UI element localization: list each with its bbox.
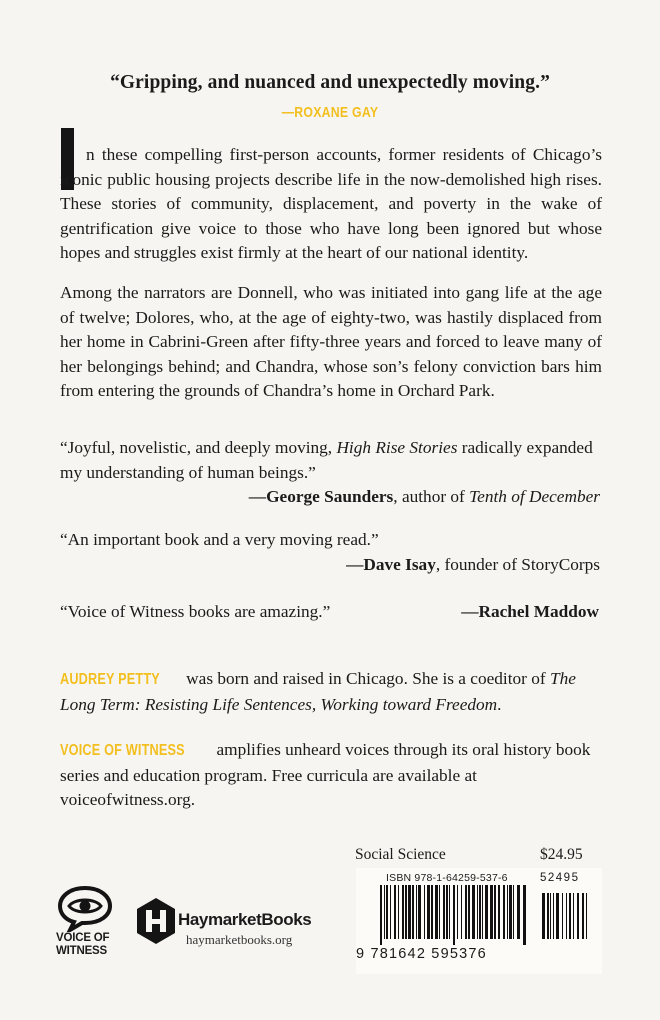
book-price: $24.95: [540, 846, 583, 863]
barcode-digits: 9 781642 595376: [356, 946, 487, 962]
barcode-bar: [482, 885, 483, 939]
description-paragraph-1: n these compelling first-person accounts, former residents of Chicago’s iconic public housing projects describe life in the now-demolished high rises. These stories of community, displacement, and poverty in the wake of gentrification give voice to those who have long been ignored but whose hopes and struggles exist firmly at the heart of our national identity.: [60, 145, 602, 262]
barcode-bar: [384, 885, 385, 939]
book-category: Social Science: [355, 846, 446, 863]
barcode-bar: [405, 885, 407, 939]
barcode-bar: [446, 885, 448, 939]
barcode-bar: [503, 885, 505, 939]
blurb-maddow-text: “Voice of Witness books are amazing.”: [60, 602, 331, 621]
barcode-bar: [523, 885, 526, 945]
addon-barcode-bar: [562, 893, 563, 939]
barcode-bar: [418, 885, 421, 939]
barcode-bar: [386, 885, 388, 939]
barcode-bar: [408, 885, 411, 939]
isbn-label: ISBN 978-1-64259-537-6: [386, 872, 508, 884]
blurb-george-saunders: [60, 436, 602, 510]
barcode-bar: [498, 885, 500, 939]
barcode-bar: [517, 885, 520, 939]
blurb-saunders-attribution: —George Saunders, author of Tenth of December: [248, 487, 600, 506]
featured-review-attribution: —ROXANE GAY: [281, 104, 379, 121]
blurb-maddow-attribution: —Rachel Maddow: [461, 602, 599, 621]
addon-barcode-bar: [586, 893, 587, 939]
addon-barcode-bar: [553, 893, 554, 939]
barcode-bar: [394, 885, 396, 939]
barcode-bar: [465, 885, 467, 939]
author-name: AUDREY PETTY: [60, 671, 160, 688]
blurb-book-title: High Rise Stories: [336, 438, 458, 457]
barcode-bar: [490, 885, 493, 939]
price-addon-code: 52495: [540, 872, 580, 884]
barcode-bar: [494, 885, 496, 939]
barcode-bar: [424, 885, 425, 939]
addon-barcode-bar: [569, 893, 571, 939]
organization-name: VOICE OF WITNESS: [60, 742, 185, 759]
addon-barcode-bar: [577, 893, 579, 939]
barcode-bar: [507, 885, 508, 939]
addon-barcode-bar: [550, 893, 551, 939]
barcode-bar: [477, 885, 478, 939]
barcode-bar: [479, 885, 481, 939]
barcode-bar: [485, 885, 488, 939]
barcode-bar: [439, 885, 440, 939]
organization-bio: VOICE OF WITNESS amplifies unheard voices through its oral history book series and education program. Free curricula are available at voiceofwitness.org.: [60, 740, 591, 809]
blurb-saunders-text: “Joyful, novelistic, and deeply moving, High Rise Stories radically expanded my understanding of human beings.”: [60, 438, 593, 482]
blurb-rachel-maddow: [60, 600, 602, 625]
barcode-bar: [390, 885, 391, 939]
barcode-bar: [412, 885, 414, 939]
blurb-dave-isay: [60, 528, 602, 577]
barcode-bar: [427, 885, 430, 939]
author-bio: AUDREY PETTY was born and raised in Chicago. She is a coeditor of The Long Term: Resisting Life Sentences, Working toward Freedom.: [60, 669, 576, 714]
barcode-bar: [453, 885, 455, 945]
barcode-bar: [443, 885, 445, 939]
barcode-bar: [449, 885, 450, 939]
barcode-bar: [402, 885, 404, 939]
blurb-isay-attribution: —Dave Isay, founder of StoryCorps: [346, 554, 600, 574]
barcode-bar: [472, 885, 475, 939]
voice-of-witness-logo-text: VOICE OF WITNESS: [56, 932, 110, 957]
barcode-bar: [468, 885, 470, 939]
coedited-book-title: The Long Term: Resisting Life Sentences, Working toward Freedom: [60, 669, 576, 714]
featured-review-quote: “Gripping, and nuanced and unexpectedly moving.”: [110, 72, 550, 93]
addon-barcode-bar: [573, 893, 574, 939]
addon-barcode-bar: [556, 893, 559, 939]
barcode-bar: [431, 885, 433, 939]
barcode-bar: [380, 885, 382, 945]
haymarket-url: haymarketbooks.org: [186, 932, 293, 947]
haymarket-books-wordmark: HaymarketBooks: [178, 910, 312, 929]
description-paragraph-2: Among the narrators are Donnell, who was initiated into gang life at the age of twelve; Dolores, who, at the age of eighty-two, was hastily displaced from her home in Cabrini-Green after fifty-three years and forced to leave many of her belongings behind; and Chandra, whose son’s felony conviction bars him from entering the grounds of Chandra’s home in Orchard Park.: [60, 283, 602, 400]
barcode-bar: [398, 885, 399, 939]
barcode-bar: [461, 885, 462, 939]
isbn-barcode: [378, 885, 593, 947]
barcode-bar: [457, 885, 458, 939]
barcode-bar: [509, 885, 512, 939]
barcode-bar: [435, 885, 438, 939]
addon-barcode-bar: [542, 893, 545, 939]
haymarket-hexagon-icon: [135, 897, 177, 945]
barcode-bar: [513, 885, 514, 939]
barcode-bar: [416, 885, 417, 939]
blurb-isay-text: “An important book and a very moving read.”: [60, 530, 379, 549]
addon-barcode-bar: [547, 893, 549, 939]
addon-barcode-bar: [566, 893, 567, 939]
voice-of-witness-eye-icon: [55, 882, 115, 932]
addon-barcode-bar: [582, 893, 584, 939]
